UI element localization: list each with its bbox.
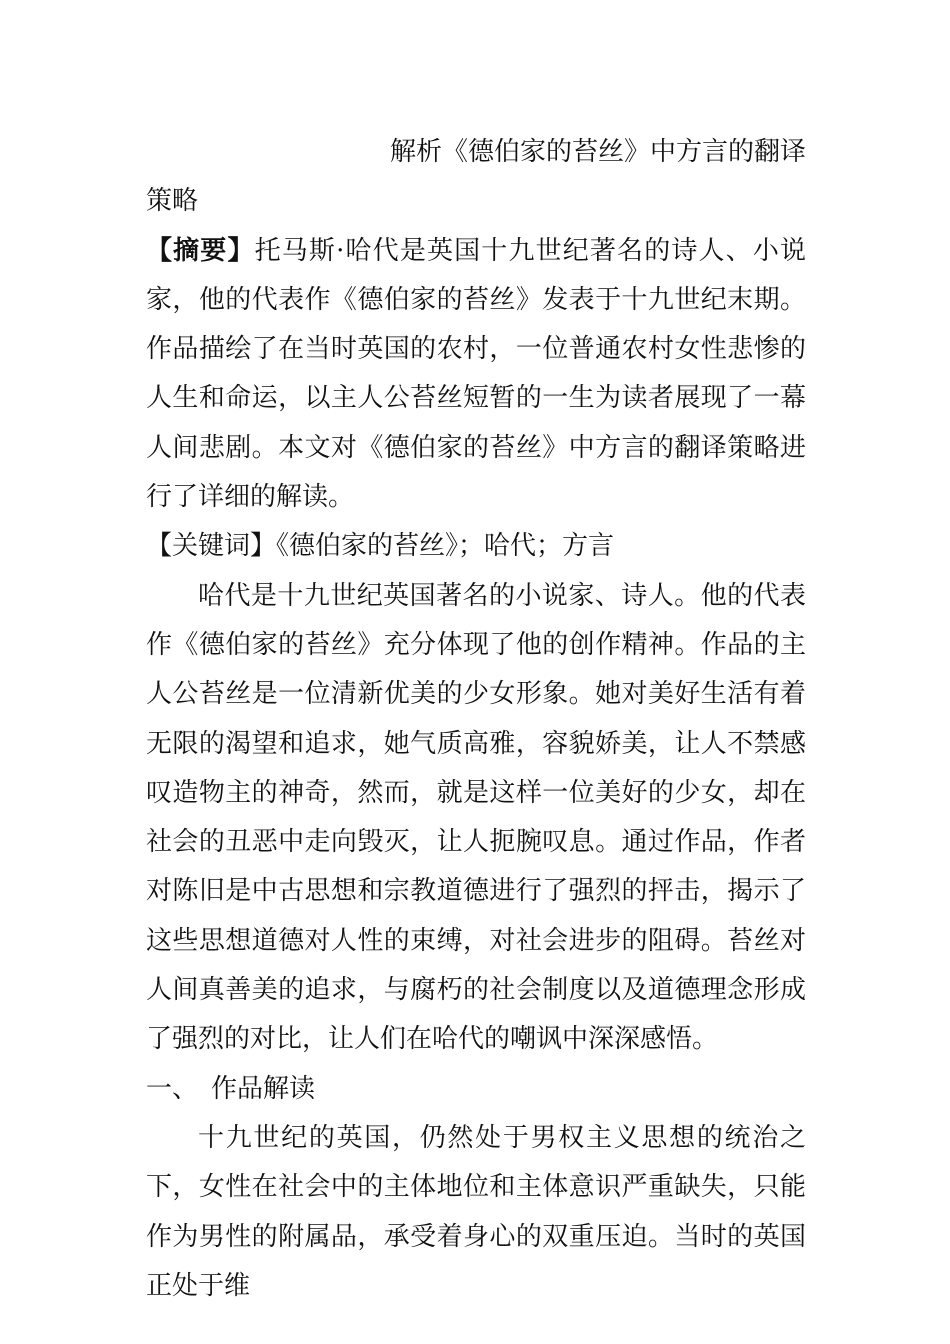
section-heading-1: 一、 作品解读 <box>146 1073 316 1104</box>
abstract-paragraph <box>146 227 806 523</box>
document-title-line2: 策略 <box>146 186 199 217</box>
keywords-label: 【关键词】 <box>146 531 277 562</box>
body-paragraph-1: 哈代是十九世纪英国著名的小说家、诗人。他的代表作《德伯家的苔丝》充分体现了他的创作精神。作品的主人公苔丝是一位清新优美的少女形象。她对美好生活有着无限的渴望和追求，她气质高雅，容貌娇美，让人不禁感叹造物主的神奇，然而，就是这样一位美好的少女，却在社会的丑恶中走向毁灭，让人扼腕叹息。通过作品，作者对陈旧是中古思想和宗教道德进行了强烈的抨击，揭示了这些思想道德对人性的束缚，对社会进步的阻碍。苔丝对人间真善美的追求，与腐朽的社会制度以及道德理念形成了强烈的对比，让人们在哈代的嘲讽中深深感悟。 <box>146 580 806 1055</box>
abstract-text: 托马斯·哈代是英国十九世纪著名的诗人、小说家，他的代表作《德伯家的苔丝》发表于十九世纪末期。作品描绘了在当时英国的农村，一位普通农村女性悲惨的人生和命运，以主人公苔丝短暂的一生为读者展现了一幕人间悲剧。本文对《德伯家的苔丝》中方言的翻译策略进行了详细的解读。 <box>146 235 806 513</box>
body-paragraph-2: 十九世纪的英国，仍然处于男权主义思想的统治之下，女性在社会中的主体地位和主体意识严重缺失，只能作为男性的附属品，承受着身心的双重压迫。当时的英国正处于维 <box>146 1122 806 1301</box>
document-title-line1: 解析《德伯家的苔丝》中方言的翻译 <box>389 137 806 167</box>
abstract-label: 【摘要】 <box>146 235 255 266</box>
keywords-text: 《德伯家的苔丝》；哈代；方言 <box>276 531 615 562</box>
keywords-paragraph <box>146 522 806 571</box>
document-page <box>146 128 806 1311</box>
